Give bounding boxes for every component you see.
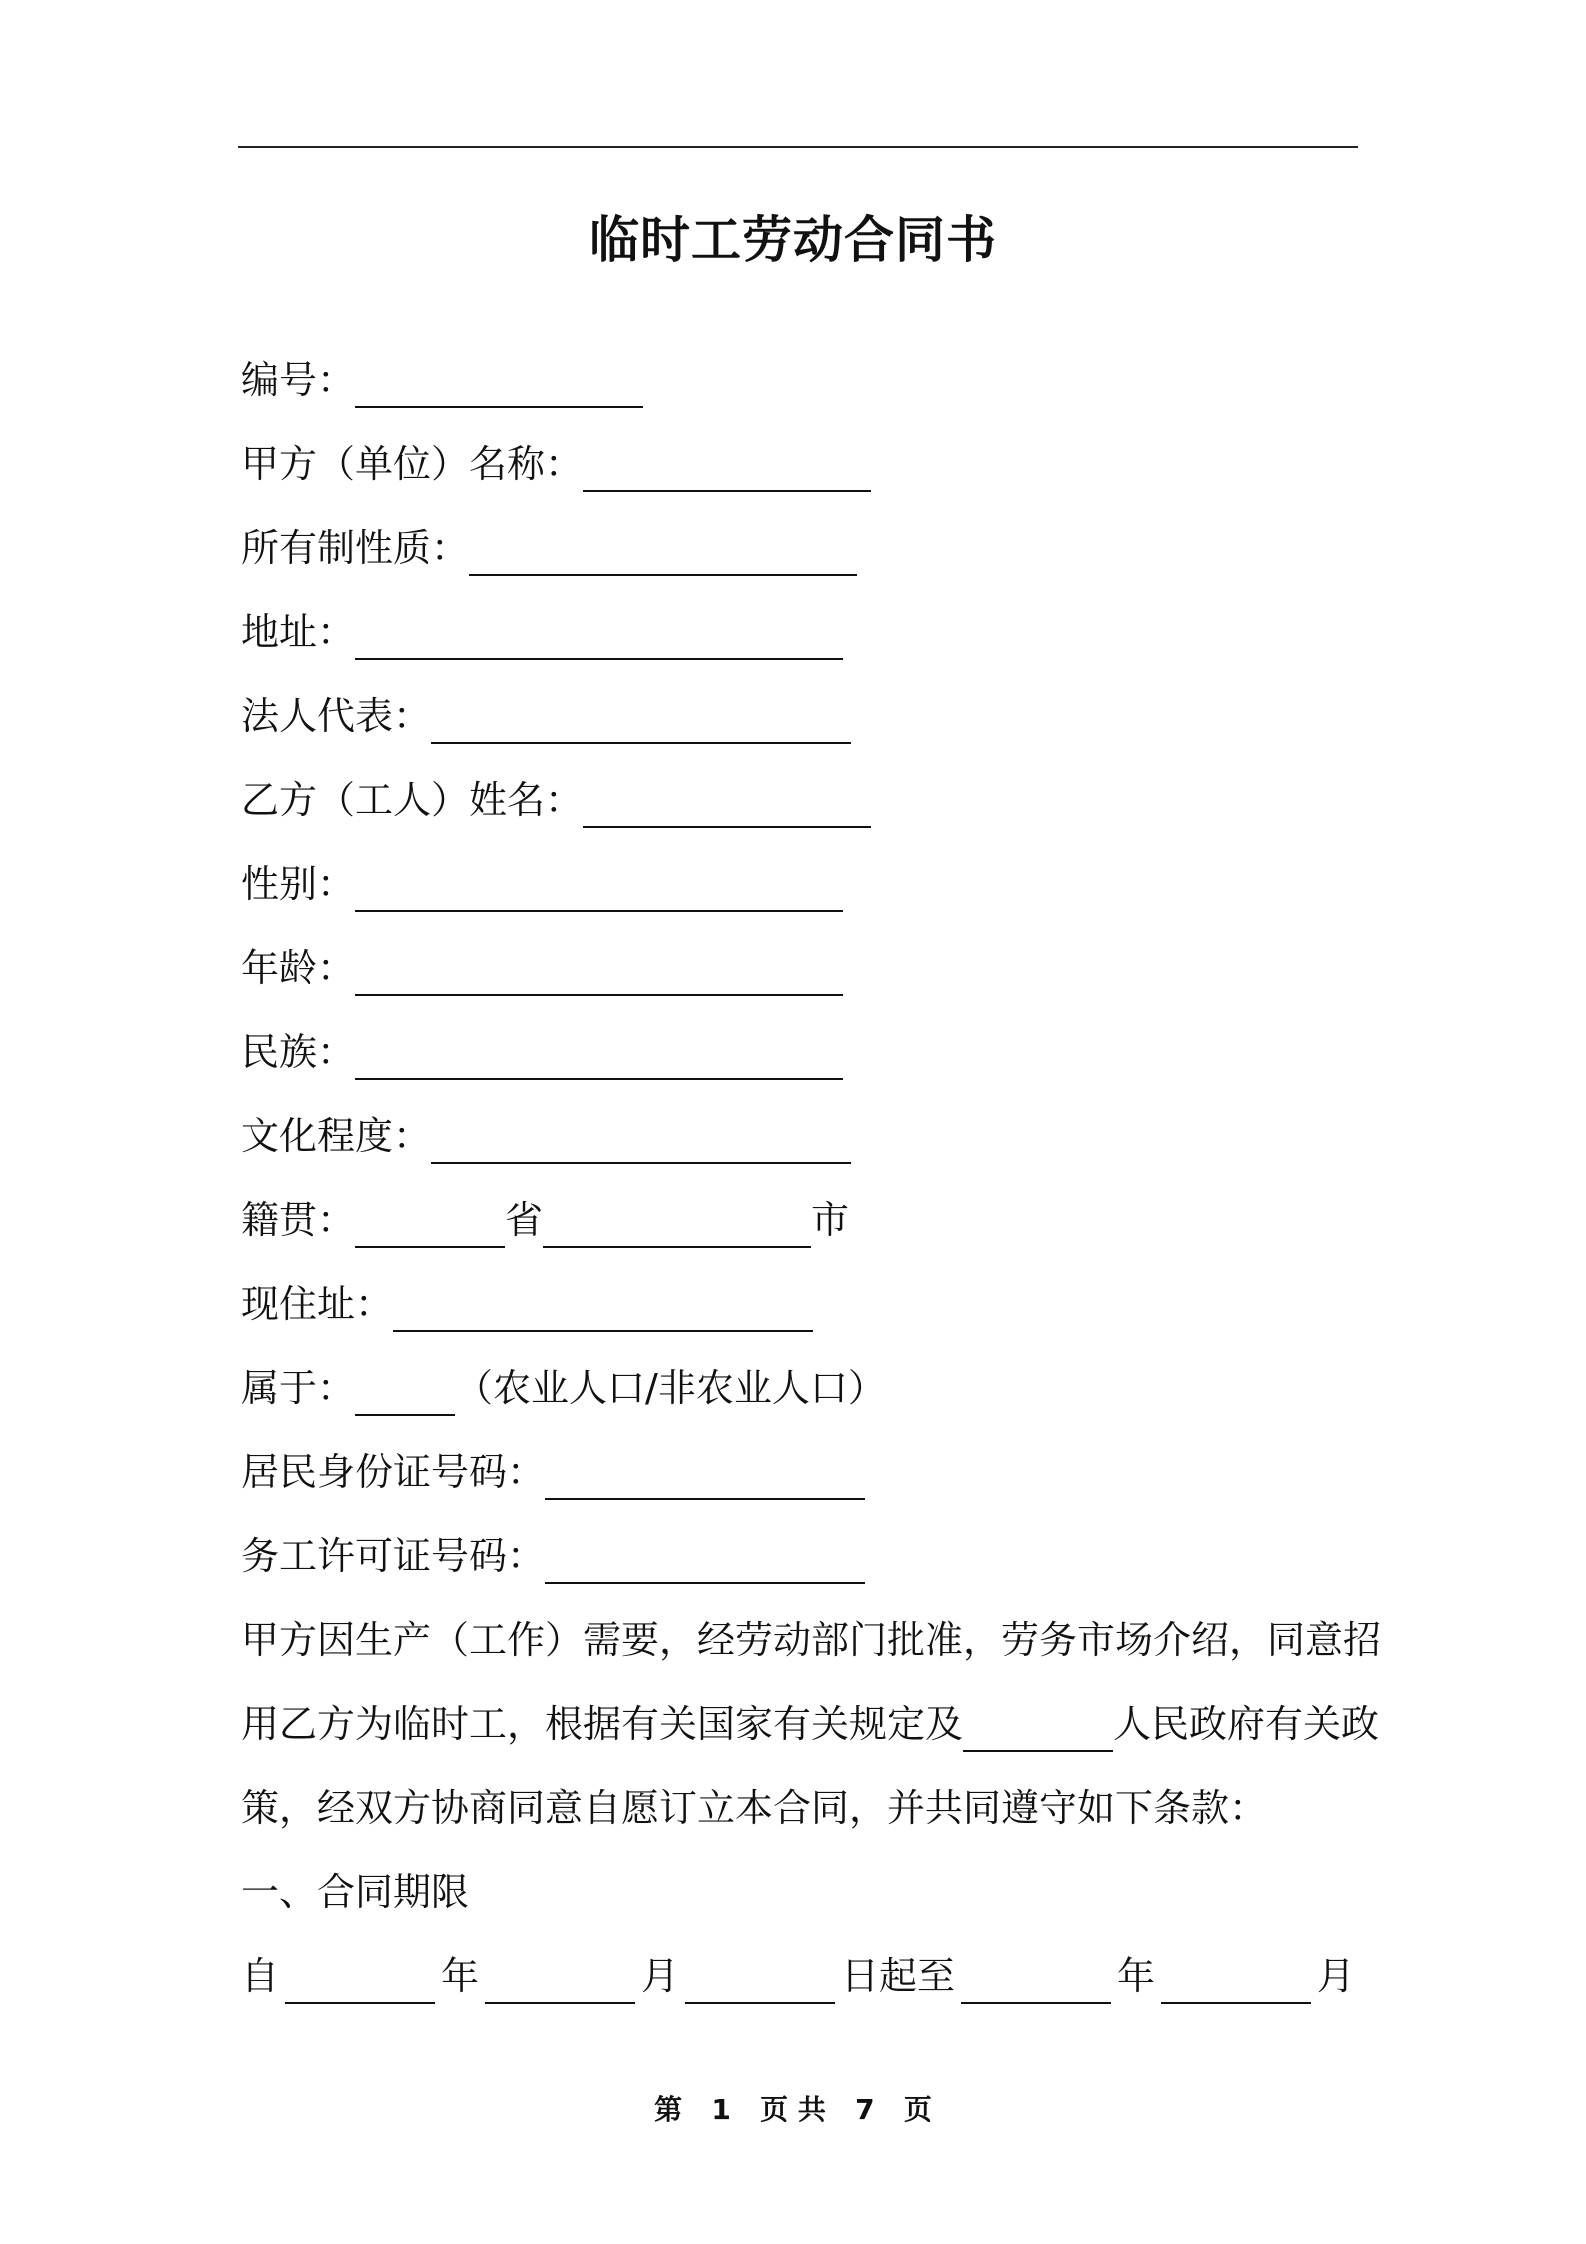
field-id-number-label: 居民身份证号码： [241, 1450, 546, 1494]
field-ownership-label: 所有制性质： [241, 526, 470, 570]
field-work-permit-label: 务工许可证号码： [241, 1534, 546, 1578]
section-1-heading: 一、合同期限 [241, 1870, 470, 1914]
field-education-blank[interactable] [431, 1120, 851, 1164]
term-start-month-blank[interactable] [485, 1960, 635, 2004]
term-month1-text: 月 [640, 1954, 679, 1998]
footer-suffix: 页 [903, 2093, 932, 2126]
field-origin-province-text: 省 [505, 1198, 544, 1242]
footer-mid: 页 共 [760, 2093, 826, 2126]
intro-line-2 [241, 1696, 1380, 1752]
field-ethnicity-blank[interactable] [355, 1036, 843, 1080]
field-ethnicity-label: 民族： [241, 1030, 356, 1074]
field-current-address-label: 现住址： [241, 1282, 394, 1326]
footer-total-pages: 7 [855, 2093, 875, 2126]
field-ownership [241, 520, 857, 576]
field-origin-city-blank[interactable] [543, 1204, 811, 1248]
field-party-b-name [241, 772, 871, 828]
field-number-blank[interactable] [355, 364, 643, 408]
field-belongs-label: 属于： [241, 1366, 356, 1410]
term-start-year-blank[interactable] [285, 1960, 435, 2004]
term-end-month-blank[interactable] [1161, 1960, 1311, 2004]
field-legal-rep [241, 688, 851, 744]
term-year1-text: 年 [440, 1954, 479, 1998]
field-party-a-name-label: 甲方（单位）名称： [241, 442, 584, 486]
intro-line-1 [241, 1612, 1382, 1668]
intro-government-blank[interactable] [963, 1708, 1113, 1752]
field-id-number-blank[interactable] [545, 1456, 865, 1500]
term-start-day-blank[interactable] [685, 1960, 835, 2004]
header-divider [238, 146, 1358, 148]
field-education [241, 1108, 851, 1164]
page-footer [0, 2090, 1586, 2130]
intro-line-3 [241, 1780, 1267, 1836]
intro-line-1-text: 甲方因生产（工作）需要，经劳动部门批准，劳务市场介绍，同意招 [241, 1618, 1382, 1662]
footer-prefix: 第 [654, 2093, 683, 2126]
field-number [241, 352, 643, 408]
field-origin-city-text: 市 [811, 1198, 850, 1242]
field-party-b-name-label: 乙方（工人）姓名： [241, 778, 584, 822]
field-current-address [241, 1276, 813, 1332]
intro-line-3-text: 策，经双方协商同意自愿订立本合同，并共同遵守如下条款： [241, 1786, 1268, 1830]
field-origin-province-blank[interactable] [355, 1204, 505, 1248]
field-origin [241, 1192, 849, 1248]
field-address [241, 604, 843, 660]
field-work-permit-blank[interactable] [545, 1540, 865, 1584]
field-belongs-options: （农业人口/非农业人口） [455, 1366, 886, 1410]
field-belongs-blank[interactable] [355, 1372, 455, 1416]
term-day-to-text: 日起至 [840, 1954, 955, 1998]
field-party-b-name-blank[interactable] [583, 784, 871, 828]
field-age-blank[interactable] [355, 952, 843, 996]
intro-line-2a-text: 用乙方为临时工，根据有关国家有关规定及 [241, 1702, 964, 1746]
field-origin-label: 籍贯： [241, 1198, 356, 1242]
document-title: 临时工劳动合同书 [589, 211, 997, 269]
term-end-year-blank[interactable] [961, 1960, 1111, 2004]
field-gender [241, 856, 843, 912]
field-number-label: 编号： [241, 358, 356, 402]
field-ownership-blank[interactable] [469, 532, 857, 576]
field-legal-rep-label: 法人代表： [241, 694, 432, 738]
field-gender-label: 性别： [241, 862, 356, 906]
field-party-a-name [241, 436, 871, 492]
field-current-address-blank[interactable] [393, 1288, 813, 1332]
field-ethnicity [241, 1024, 843, 1080]
field-age-label: 年龄： [241, 946, 356, 990]
field-address-label: 地址： [241, 610, 356, 654]
field-education-label: 文化程度： [241, 1114, 432, 1158]
field-id-number [241, 1444, 865, 1500]
term-month2-text: 月 [1316, 1954, 1355, 1998]
field-legal-rep-blank[interactable] [431, 700, 851, 744]
field-party-a-name-blank[interactable] [583, 448, 871, 492]
term-year2-text: 年 [1116, 1954, 1155, 1998]
field-belongs [241, 1360, 886, 1416]
field-gender-blank[interactable] [355, 868, 843, 912]
field-address-blank[interactable] [355, 616, 843, 660]
intro-line-2b-text: 人民政府有关政 [1113, 1702, 1380, 1746]
field-work-permit [241, 1528, 865, 1584]
section-1-term-line [241, 1948, 1355, 2004]
field-age [241, 940, 843, 996]
term-from-text: 自 [241, 1954, 280, 1998]
footer-current-page: 1 [711, 2093, 731, 2126]
